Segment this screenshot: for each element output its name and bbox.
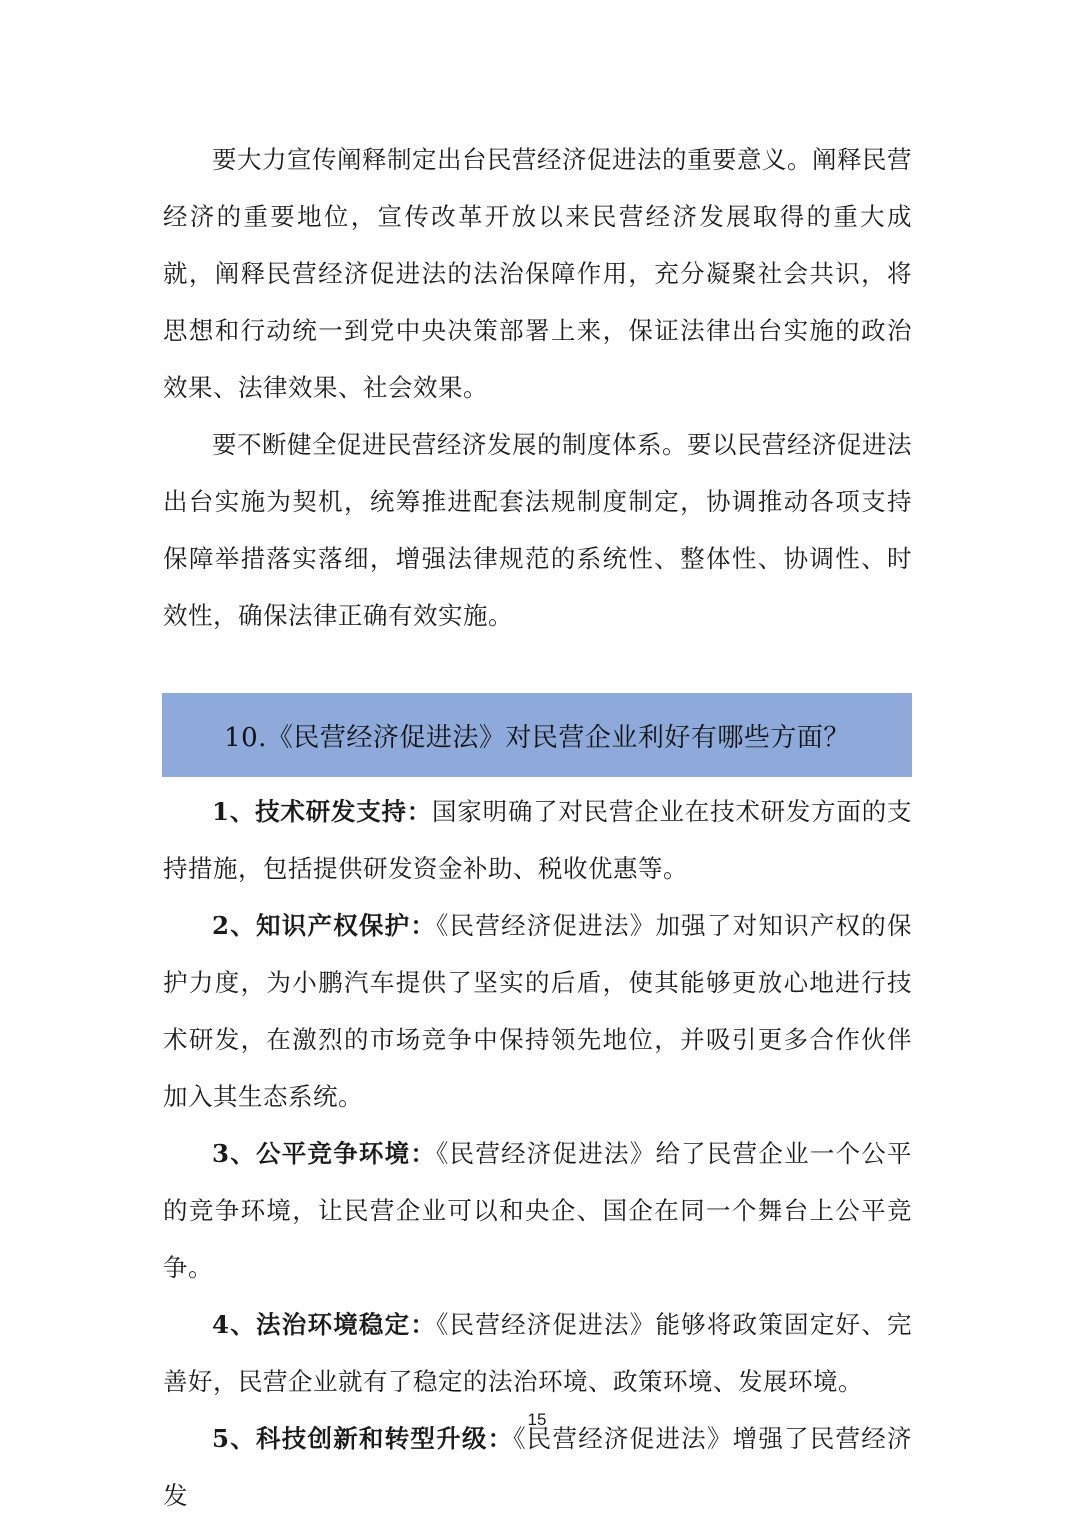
intro-section	[163, 131, 912, 644]
list-item-text: 《民营经济促进法》增强了民营经济发	[163, 1424, 913, 1510]
section-header-banner	[162, 693, 912, 777]
list-item-text: 《民营经济促进法》给了民营企业一个公平的竞争环境，让民营企业可以和央企、国企在同一个舞台上公平竞争。	[163, 1139, 913, 1282]
list-item-text: 《民营经济促进法》能够将政策固定好、完善好，民营企业就有了稳定的法治环境、政策环境、发展环境。	[163, 1310, 913, 1396]
page-number: 15	[527, 1410, 547, 1429]
list-item-lead: 1、技术研发支持：	[212, 797, 433, 826]
list-item	[163, 897, 912, 1125]
list-item-lead: 2、知识产权保护：	[212, 911, 437, 940]
list-item-lead: 5、科技创新和转型升级：	[212, 1424, 514, 1453]
list-item	[163, 1125, 912, 1296]
intro-paragraph-1: 要大力宣传阐释制定出台民营经济促进法的重要意义。阐释民营经济的重要地位，宣传改革开放以来民营经济发展取得的重大成就，阐释民营经济促进法的法治保障作用，充分凝聚社会共识，将思想和行动统一到党中央决策部署上来，保证法律出台实施的政治效果、法律效果、社会效果。	[163, 145, 912, 402]
list-item-text: 《民营经济促进法》加强了对知识产权的保护力度，为小鹏汽车提供了坚实的后盾，使其能够更放心地进行技术研发，在激烈的市场竞争中保持领先地位，并吸引更多合作伙伴加入其生态系统。	[163, 911, 913, 1111]
list-item-lead: 4、法治环境稳定：	[212, 1310, 437, 1339]
intro-paragraph-2: 要不断健全促进民营经济发展的制度体系。要以民营经济促进法出台实施为契机，统筹推进配套法规制度制定，协调推动各项支持保障举措落实落细，增强法律规范的系统性、整体性、协调性、时效性，确保法律正确有效实施。	[163, 430, 912, 630]
section-title: 10.《民营经济促进法》对民营企业利好有哪些方面？	[224, 722, 850, 753]
list-item-text: 国家明确了对民营企业在技术研发方面的支持措施，包括提供研发资金补助、税收优惠等。	[163, 797, 912, 883]
list-item	[163, 1296, 912, 1410]
list-item-lead: 3、公平竞争环境：	[212, 1139, 437, 1168]
list-item	[163, 783, 912, 897]
